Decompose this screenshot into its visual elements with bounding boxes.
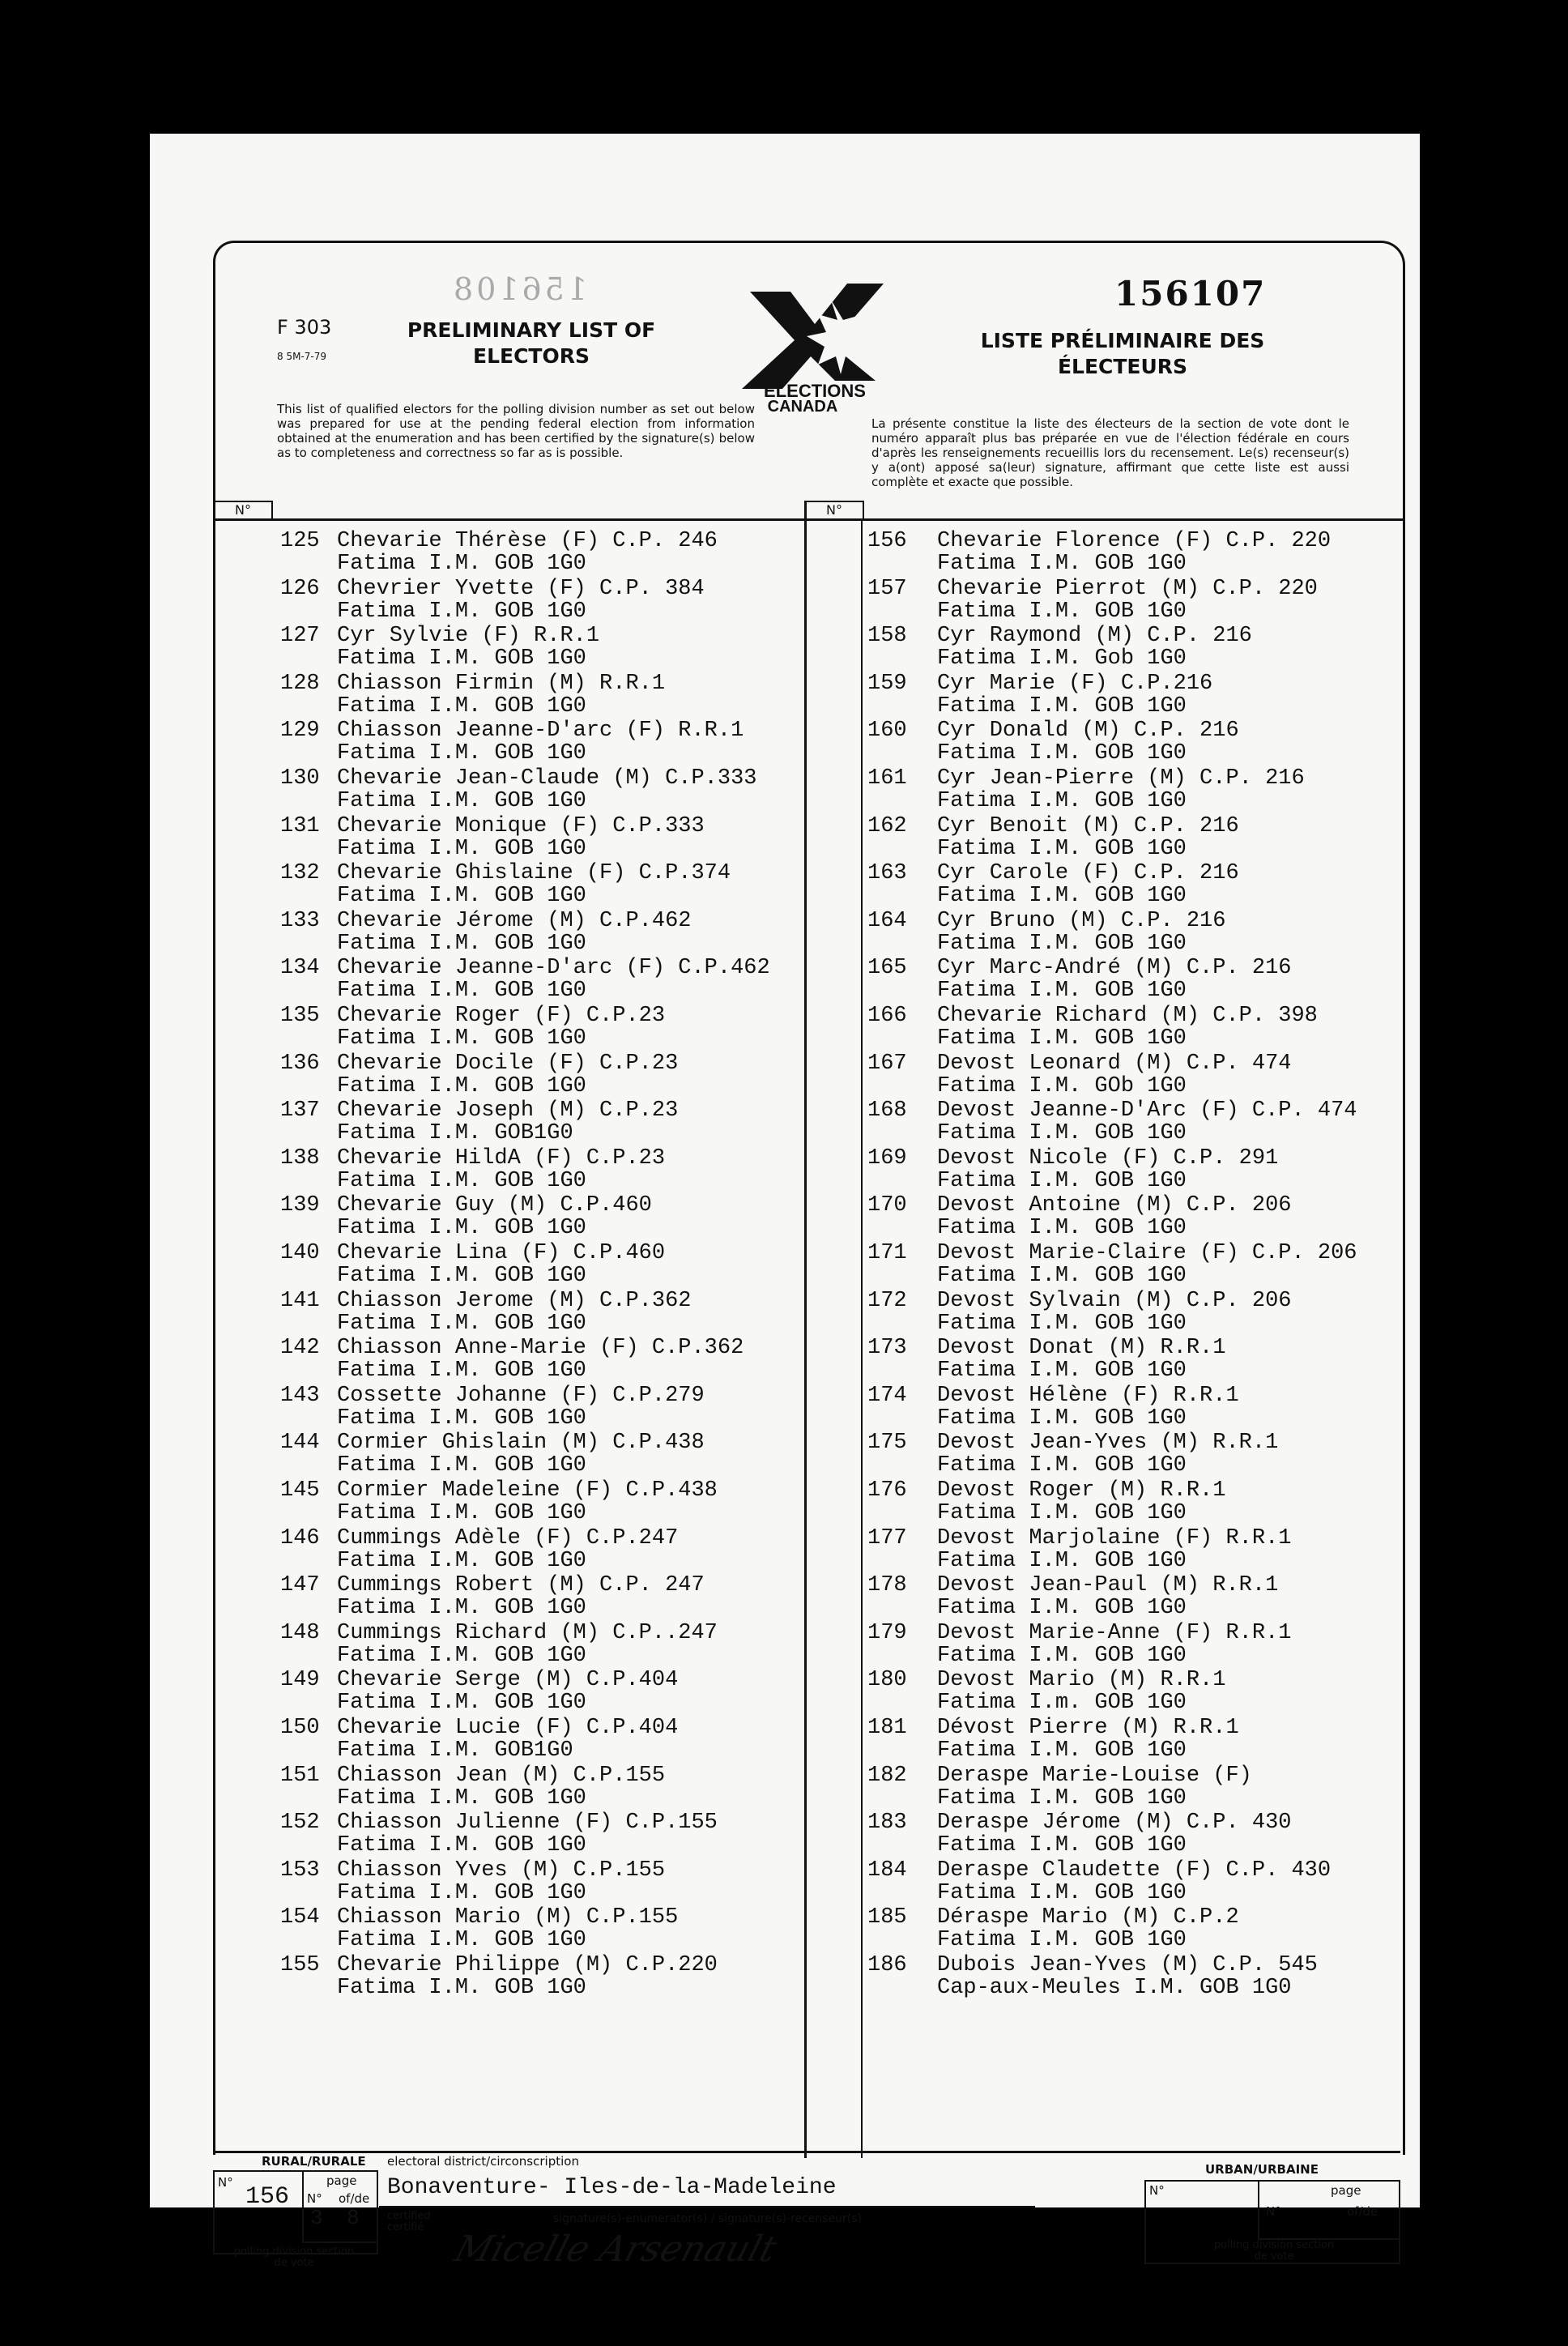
- elector-name-line: Chevarie Joseph (M) C.P.23: [337, 1098, 679, 1124]
- page-of-label-left: of/de: [339, 2191, 370, 2206]
- elector-address-line: Fatima I.M. GOB 1G0: [937, 836, 1187, 861]
- elector-number: 150: [280, 1716, 320, 1740]
- elector-name-line: Chevarie Serge (M) C.P.404: [337, 1668, 679, 1693]
- elector-address-line: Fatima I.M. GOB 1G0: [337, 789, 586, 813]
- elector-name-line: Cyr Donald (M) C.P. 216: [937, 719, 1239, 744]
- elector-number: 132: [280, 861, 320, 886]
- elector-number: 177: [867, 1525, 907, 1550]
- elector-name-line: Cyr Benoit (M) C.P. 216: [937, 813, 1239, 838]
- elector-address-line: Fatima I.M. GOB 1G0: [937, 741, 1187, 766]
- elector-name-line: Devost Hélène (F) R.R.1: [937, 1383, 1239, 1408]
- elector-number: 173: [867, 1336, 907, 1361]
- elector-number: 143: [280, 1383, 320, 1408]
- elector-name-line: Chevarie HildA (F) C.P.23: [337, 1145, 666, 1171]
- elector-address-line: Fatima I.M. GOB 1G0: [337, 599, 586, 624]
- elector-number: 127: [280, 624, 320, 649]
- elector-number: 185: [867, 1905, 907, 1930]
- elector-number: 176: [867, 1478, 907, 1503]
- elector-address-line: Fatima I.M. GOB 1G0: [337, 1216, 586, 1241]
- elector-number: 153: [280, 1858, 320, 1883]
- elector-number: 147: [280, 1573, 320, 1598]
- elector-number: 128: [280, 671, 320, 696]
- elector-number: 179: [867, 1620, 907, 1645]
- elector-number: 183: [867, 1811, 907, 1836]
- elector-number: 160: [867, 719, 907, 744]
- elector-number: 174: [867, 1383, 907, 1408]
- elector-number: 178: [867, 1573, 907, 1598]
- elector-name-line: Chiasson Jerome (M) C.P.362: [337, 1288, 692, 1313]
- elector-name-line: Chevarie Richard (M) C.P. 398: [937, 1004, 1318, 1028]
- elector-number: 166: [867, 1004, 907, 1028]
- elector-name-line: Devost Jean-Paul (M) R.R.1: [937, 1573, 1279, 1598]
- elector-number: 168: [867, 1098, 907, 1124]
- urban-page-no-label: N°: [1266, 2204, 1281, 2219]
- elector-address-line: Fatima I.M. GOB 1G0: [337, 1501, 586, 1525]
- elector-name-line: Cummings Robert (M) C.P. 247: [337, 1573, 705, 1598]
- elector-address-line: Fatima I.M. GOB 1G0: [937, 931, 1187, 956]
- logo-text-canada: CANADA: [767, 398, 838, 413]
- elector-address-line: Fatima I.M. GOB 1G0: [937, 1738, 1187, 1763]
- elector-name-line: Chevarie Thérèse (F) C.P. 246: [337, 529, 718, 553]
- elector-number: 130: [280, 766, 320, 791]
- elector-number: 152: [280, 1811, 320, 1836]
- title-english: PRELIMINARY LIST OF ELECTORS: [407, 318, 656, 368]
- elector-address-line: Fatima I.M. GOB 1G0: [337, 1880, 586, 1905]
- elector-number: 136: [280, 1051, 320, 1076]
- elector-address-line: Fatima I.M. GOB 1G0: [937, 1359, 1187, 1384]
- page-label-left: page: [326, 2173, 357, 2188]
- elector-number: 157: [867, 576, 907, 601]
- elector-address-line: Fatima I.M. GOB 1G0: [937, 599, 1187, 624]
- signature-label: signature(s)-enumerator(s) / signature(s)-recenseur(s): [553, 2212, 863, 2225]
- elector-name-line: Deraspe Marie-Louise (F): [937, 1763, 1252, 1788]
- elector-name-line: Cyr Marie (F) C.P.216: [937, 671, 1213, 696]
- elector-address-line: Fatima I.M. GOB 1G0: [337, 552, 586, 576]
- elector-address-line: Fatima I.M. GOB 1G0: [337, 979, 586, 1004]
- elector-number: 149: [280, 1668, 320, 1693]
- elector-address-line: Fatima I.M. GOB 1G0: [937, 1168, 1187, 1193]
- elector-name-line: Chiasson Anne-Marie (F) C.P.362: [337, 1336, 744, 1361]
- elector-address-line: Fatima I.M. GOB 1G0: [337, 1453, 586, 1478]
- elections-canada-logo: [734, 275, 896, 413]
- elector-address-line: Fatima I.M. GOB 1G0: [937, 884, 1187, 909]
- elector-name-line: Chevarie Jean-Claude (M) C.P.333: [337, 766, 757, 791]
- elector-address-line: Fatima I.M. GOB 1G0: [937, 1928, 1187, 1953]
- elector-number: 129: [280, 719, 320, 744]
- document-page: [150, 134, 1420, 2270]
- elector-number: 151: [280, 1763, 320, 1788]
- elector-name-line: Chevarie Jeanne-D'arc (F) C.P.462: [337, 956, 770, 981]
- elector-number: 137: [280, 1098, 320, 1124]
- elector-name-line: Cyr Raymond (M) C.P. 216: [937, 624, 1252, 649]
- urban-no-label: N°: [1149, 2183, 1165, 2198]
- elector-number: 172: [867, 1288, 907, 1313]
- elector-address-line: Fatima I.m. GOB 1G0: [937, 1691, 1187, 1716]
- elector-name-line: Chevarie Jérome (M) C.P.462: [337, 908, 692, 933]
- polling-division-caption: polling division section de vote: [233, 2246, 355, 2269]
- elector-address-line: Fatima I.M. GOB 1G0: [337, 931, 586, 956]
- elector-number: 131: [280, 813, 320, 838]
- elector-number: 169: [867, 1145, 907, 1171]
- elector-address-line: Fatima I.M. GOB 1G0: [937, 1405, 1187, 1431]
- elections-canada-mark-icon: [734, 275, 896, 413]
- form-code: F 303: [277, 316, 332, 339]
- elector-address-line: Fatima I.M. GOB 1G0: [337, 1405, 586, 1431]
- elector-name-line: Cyr Carole (F) C.P. 216: [937, 861, 1239, 886]
- electoral-list-form: [213, 241, 1405, 2155]
- elector-number: 133: [280, 908, 320, 933]
- elector-address-line: Fatima I.M. GOB 1G0: [337, 1548, 586, 1573]
- elector-name-line: Cummings Adèle (F) C.P.247: [337, 1525, 679, 1550]
- elector-address-line: Fatima I.M. GOB 1G0: [337, 1026, 586, 1051]
- footer-top-rule: [213, 2151, 1400, 2153]
- form-print-code: 8 5M-7-79: [277, 351, 327, 362]
- elector-number: 125: [280, 529, 320, 553]
- elector-address-line: Fatima I.M. GOB 1G0: [937, 1026, 1187, 1051]
- elector-address-line: Fatima I.M. GOB 1G0: [937, 1596, 1187, 1621]
- elector-address-line: Fatima I.M. GOb 1G0: [937, 1073, 1187, 1098]
- page-number: 3: [310, 2206, 323, 2230]
- logo-text-elections: ELECTIONS: [764, 381, 866, 401]
- elector-name-line: Deraspe Claudette (F) C.P. 430: [937, 1858, 1332, 1883]
- elector-name-line: Déraspe Mario (M) C.P.2: [937, 1905, 1239, 1930]
- elector-address-line: Fatima I.M. GOB 1G0: [337, 693, 586, 719]
- elector-name-line: Cummings Richard (M) C.P..247: [337, 1620, 718, 1645]
- elector-address-line: Fatima I.M. GOB 1G0: [337, 1691, 586, 1716]
- elector-number: 138: [280, 1145, 320, 1171]
- elector-name-line: Chiasson Mario (M) C.P.155: [337, 1905, 679, 1930]
- elector-address-line: Fatima I.M. GOB 1G0: [937, 1833, 1187, 1858]
- elector-name-line: Devost Nicole (F) C.P. 291: [937, 1145, 1279, 1171]
- elector-address-line: Fatima I.M. GOB 1G0: [937, 979, 1187, 1004]
- elector-name-line: Chiasson Jean (M) C.P.155: [337, 1763, 666, 1788]
- elector-name-line: Cormier Ghislain (M) C.P.438: [337, 1431, 705, 1456]
- elector-address-line: Fatima I.M. GOB 1G0: [937, 1121, 1187, 1146]
- rural-label: RURAL/RURALE: [262, 2154, 366, 2169]
- elector-number: 181: [867, 1716, 907, 1740]
- elector-number: 180: [867, 1668, 907, 1693]
- elector-address-line: Fatima I.M. GOB1G0: [337, 1738, 573, 1763]
- polling-division-number: 156: [245, 2183, 290, 2211]
- elector-number: 159: [867, 671, 907, 696]
- elector-name-line: Devost Marjolaine (F) R.R.1: [937, 1525, 1292, 1550]
- elector-name-line: Cyr Sylvie (F) R.R.1: [337, 624, 600, 649]
- elector-address-line: Fatima I.M. GOB 1G0: [937, 1311, 1187, 1336]
- elector-name-line: Chevarie Lucie (F) C.P.404: [337, 1716, 679, 1740]
- page-total: 8: [347, 2206, 360, 2230]
- elector-number: 146: [280, 1525, 320, 1550]
- elector-address-line: Fatima I.M. GOB 1G0: [337, 1976, 586, 2000]
- column-divider: [804, 501, 807, 2158]
- elector-name-line: Cyr Jean-Pierre (M) C.P. 216: [937, 766, 1305, 791]
- elector-name-line: Chevarie Docile (F) C.P.23: [337, 1051, 679, 1076]
- elector-address-line: Fatima I.M. GOB 1G0: [937, 1548, 1187, 1573]
- elector-name-line: Devost Antoine (M) C.P. 206: [937, 1193, 1292, 1218]
- elector-address-line: Fatima I.M. GOB 1G0: [337, 1359, 586, 1384]
- elector-address-line: Fatima I.M. GOB 1G0: [337, 741, 586, 766]
- elector-number: 170: [867, 1193, 907, 1218]
- elector-name-line: Dubois Jean-Yves (M) C.P. 545: [937, 1953, 1318, 1977]
- elector-address-line: Fatima I.M. GOB 1G0: [337, 1785, 586, 1811]
- right-number-divider: [861, 518, 863, 2158]
- elector-number: 167: [867, 1051, 907, 1076]
- elector-number: 163: [867, 861, 907, 886]
- elector-name-line: Dévost Pierre (M) R.R.1: [937, 1716, 1239, 1740]
- elector-number: 134: [280, 956, 320, 981]
- elector-number: 140: [280, 1241, 320, 1265]
- elector-number: 175: [867, 1431, 907, 1456]
- elector-name-line: Cyr Bruno (M) C.P. 216: [937, 908, 1226, 933]
- elector-address-line: Fatima I.M. GOB 1G0: [937, 1216, 1187, 1241]
- elector-number: 139: [280, 1193, 320, 1218]
- elector-name-line: Chevarie Florence (F) C.P. 220: [937, 529, 1332, 553]
- elector-number: 186: [867, 1953, 907, 1977]
- elector-address-line: Fatima I.M. GOB1G0: [337, 1121, 573, 1146]
- elector-address-line: Fatima I.M. GOB 1G0: [937, 552, 1187, 576]
- elector-address-line: Fatima I.M. GOB 1G0: [337, 836, 586, 861]
- elector-number: 171: [867, 1241, 907, 1265]
- elector-name-line: Chiasson Firmin (M) R.R.1: [337, 671, 666, 696]
- elector-name-line: Devost Roger (M) R.R.1: [937, 1478, 1226, 1503]
- enumerator-signature: Micelle Arsenault: [450, 2229, 782, 2270]
- elector-address-line: Fatima I.M. GOB 1G0: [937, 789, 1187, 813]
- polling-no-label: N°: [218, 2175, 233, 2190]
- serial-number: 156107: [1114, 274, 1267, 314]
- elector-number: 145: [280, 1478, 320, 1503]
- elector-number: 144: [280, 1431, 320, 1456]
- elector-name-line: Chiasson Yves (M) C.P.155: [337, 1858, 666, 1883]
- elector-name-line: Chevarie Philippe (M) C.P.220: [337, 1953, 718, 1977]
- elector-number: 184: [867, 1858, 907, 1883]
- elector-name-line: Devost Jean-Yves (M) R.R.1: [937, 1431, 1279, 1456]
- elector-number: 135: [280, 1004, 320, 1028]
- elector-number: 142: [280, 1336, 320, 1361]
- urban-page-of-label: of/de: [1347, 2204, 1378, 2219]
- title-french: LISTE PRÉLIMINAIRE DES ÉLECTEURS: [980, 329, 1265, 378]
- elector-name-line: Devost Leonard (M) C.P. 474: [937, 1051, 1292, 1076]
- elector-address-line: Fatima I.M. GOB 1G0: [337, 1311, 586, 1336]
- elector-address-line: Fatima I.M. GOB 1G0: [937, 1453, 1187, 1478]
- elector-number: 165: [867, 956, 907, 981]
- elector-address-line: Fatima I.M. GOB 1G0: [937, 1501, 1187, 1525]
- elector-number: 158: [867, 624, 907, 649]
- ghost-serial-number: 156108: [450, 271, 588, 307]
- elector-address-line: Fatima I.M. GOB 1G0: [337, 1643, 586, 1668]
- elector-name-line: Cyr Marc-André (M) C.P. 216: [937, 956, 1292, 981]
- elector-number: 161: [867, 766, 907, 791]
- elector-number: 126: [280, 576, 320, 601]
- intro-text-french: La présente constitue la liste des électeurs de la section de vote dont le numéro apparaît plus bas préparée en vue de l'élection fédérale en cours d'après les renseignements recueillis lors du recensement. Le(s) recenseur(s) y a(ont) apposé sa(leur) signature, affirmant que cette liste est aussi complète et exacte que possible.: [871, 416, 1349, 489]
- form-footer: [213, 2151, 1400, 2268]
- elector-name-line: Cossette Johanne (F) C.P.279: [337, 1383, 705, 1408]
- urban-label: URBAN/URBAINE: [1205, 2162, 1319, 2177]
- elector-address-line: Fatima I.M. GOB 1G0: [937, 693, 1187, 719]
- elector-number: 148: [280, 1620, 320, 1645]
- elector-address-line: Fatima I.M. GOB 1G0: [937, 1880, 1187, 1905]
- elector-name-line: Devost Mario (M) R.R.1: [937, 1668, 1226, 1693]
- elector-name-line: Chevarie Lina (F) C.P.460: [337, 1241, 666, 1265]
- elector-name-line: Chevarie Monique (F) C.P.333: [337, 813, 705, 838]
- district-value: Bonaventure- Iles-de-la-Madeleine: [387, 2175, 837, 2200]
- elector-name-line: Cormier Madeleine (F) C.P.438: [337, 1478, 718, 1503]
- elector-name-line: Chevarie Pierrot (M) C.P. 220: [937, 576, 1318, 601]
- district-underline: [379, 2206, 1035, 2207]
- elector-name-line: Chiasson Jeanne-D'arc (F) R.R.1: [337, 719, 744, 744]
- elector-address-line: Fatima I.M. GOB 1G0: [337, 1596, 586, 1621]
- elector-address-line: Fatima I.M. GOB 1G0: [937, 1643, 1187, 1668]
- certified-label: certified certifié: [387, 2210, 431, 2233]
- elector-number: 155: [280, 1953, 320, 1977]
- elector-address-line: Fatima I.M. Gob 1G0: [937, 646, 1187, 672]
- elector-address-line: Fatima I.M. GOB 1G0: [937, 1264, 1187, 1288]
- elector-address-line: Cap-aux-Meules I.M. GOB 1G0: [937, 1976, 1292, 2000]
- column-header-no-right: N°: [804, 501, 864, 520]
- elector-number: 154: [280, 1905, 320, 1930]
- elector-address-line: Fatima I.M. GOB 1G0: [337, 1833, 586, 1858]
- elector-name-line: Devost Sylvain (M) C.P. 206: [937, 1288, 1292, 1313]
- elector-name-line: Chevrier Yvette (F) C.P. 384: [337, 576, 705, 601]
- elector-name-line: Deraspe Jérome (M) C.P. 430: [937, 1811, 1292, 1836]
- elector-number: 162: [867, 813, 907, 838]
- list-top-rule: [215, 518, 1403, 521]
- elector-number: 182: [867, 1763, 907, 1788]
- elector-number: 156: [867, 529, 907, 553]
- elector-address-line: Fatima I.M. GOB 1G0: [337, 1073, 586, 1098]
- elector-name-line: Chevarie Ghislaine (F) C.P.374: [337, 861, 731, 886]
- elector-name-line: Devost Donat (M) R.R.1: [937, 1336, 1226, 1361]
- elector-name-line: Chiasson Julienne (F) C.P.155: [337, 1811, 718, 1836]
- elector-address-line: Fatima I.M. GOB 1G0: [337, 1928, 586, 1953]
- page-no-label-left: N°: [307, 2191, 322, 2206]
- elector-name-line: Devost Jeanne-D'Arc (F) C.P. 474: [937, 1098, 1357, 1124]
- urban-polling-caption: polling division section de vote: [1213, 2239, 1335, 2263]
- elector-name-line: Devost Marie-Anne (F) R.R.1: [937, 1620, 1292, 1645]
- elector-name-line: Chevarie Roger (F) C.P.23: [337, 1004, 666, 1028]
- intro-text-english: This list of qualified electors for the polling division number as set out below was prepared for use at the pending federal election from information obtained at the enumeration and has been certified by the signature(s) below as to completeness and correctness so far as is possible.: [277, 402, 755, 460]
- urban-page-label: page: [1331, 2183, 1361, 2198]
- elector-address-line: Fatima I.M. GOB 1G0: [337, 1264, 586, 1288]
- elector-address-line: Fatima I.M. GOB 1G0: [337, 1168, 586, 1193]
- elector-number: 141: [280, 1288, 320, 1313]
- elector-address-line: Fatima I.M. GOB 1G0: [337, 646, 586, 672]
- column-header-no-left: N°: [213, 501, 273, 520]
- elector-address-line: Fatima I.M. GOB 1G0: [337, 884, 586, 909]
- elector-number: 164: [867, 908, 907, 933]
- elector-name-line: Devost Marie-Claire (F) C.P. 206: [937, 1241, 1357, 1265]
- elector-address-line: Fatima I.M. GOB 1G0: [937, 1785, 1187, 1811]
- elector-name-line: Chevarie Guy (M) C.P.460: [337, 1193, 652, 1218]
- district-label: electoral district/circonscription: [387, 2154, 579, 2169]
